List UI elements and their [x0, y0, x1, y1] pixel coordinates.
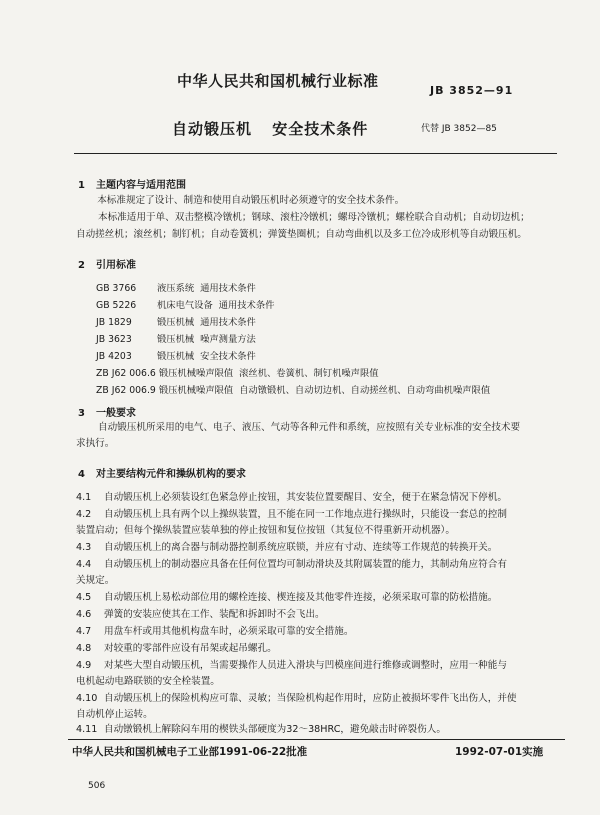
reference-name: 锻压机械噪声限值 滚丝机、卷簧机、制钉机噪声限值: [158, 368, 379, 379]
section-number: 1: [78, 180, 85, 191]
section-3-paragraph-b: 求执行。: [76, 438, 115, 449]
reference-code: ZB J62 006.6: [96, 368, 156, 379]
clause-4-8: [76, 641, 277, 658]
clause-4-5: [76, 590, 497, 607]
clause-4-11: [76, 722, 446, 739]
section-title: 主题内容与适用范围: [96, 180, 186, 191]
section-1-paragraph-2b: 自动搓丝机；滚丝机；制钉机；自动卷簧机；弹簧垫圈机；自动弯曲机以及多工位冷成形机等自动锻压机。: [76, 229, 527, 240]
clause-text: 自动锻压机上的离合器与制动器控制系统应联锁，并应有寸动、连续等工作规范的转换开关。: [104, 542, 498, 553]
clause-number: 4.1: [76, 492, 92, 503]
clause-text: 对某些大型自动锻压机，当需要操作人员进入滑块与凹模座间进行维修或调整时，应用一种能与: [104, 660, 507, 671]
clause-4-1: [76, 490, 507, 507]
clause-text: 弹簧的安装应使其在工作、装配和拆卸时不会飞出。: [104, 609, 325, 620]
section-number: 4: [78, 469, 85, 480]
section-3-paragraph-a: 自动锻压机所采用的电气、电子、液压、气动等各种元件和系统，应按照有关专业标准的安全技术要: [98, 422, 521, 433]
effective-date: 1992-07-01实施: [455, 746, 544, 758]
clause-4-10: [76, 691, 517, 708]
reference-name: 锻压机械 通用技术条件: [156, 317, 256, 328]
page-number: 506: [88, 781, 106, 791]
clause-number: 4.6: [76, 609, 92, 620]
clause-text: 自动锻压机上的保险机构应可靠、灵敏；当保险机构起作用时，应防止被损坏零件飞出伤人，并使: [104, 693, 517, 704]
clause-4-6: [76, 607, 325, 624]
footer-divider: [68, 739, 565, 740]
clause-4-9-continued: 电机起动电路联锁的安全栓装置。: [76, 676, 220, 687]
reference-item: [96, 348, 256, 362]
reference-name: 机床电气设备 通用技术条件: [156, 300, 275, 311]
clause-4-7: [76, 624, 353, 641]
section-4-heading: [78, 465, 246, 480]
clause-text: 自动锻压机上必须装设红色紧急停止按钮，其安装位置要醒目、安全，便于在紧急情况下停机。: [104, 492, 507, 503]
clause-text: 自动锻压机上易松动部位用的螺栓连接、楔连接及其他零件连接，必须采取可靠的防松措施。: [104, 592, 498, 603]
clause-number: 4.4: [76, 559, 92, 570]
clause-number: 4.11: [76, 724, 98, 735]
clause-4-2: [76, 507, 507, 524]
reference-item: [96, 297, 274, 311]
document-title: 自动锻压机 安全技术条件: [172, 120, 369, 138]
clause-number: 4.5: [76, 592, 92, 603]
approval-notice: 中华人民共和国机械电子工业部1991-06-22批准: [72, 746, 308, 758]
reference-item: [96, 365, 379, 379]
clause-text: 自动锻压机上的制动器应具备在任何位置均可制动滑块及其附属装置的能力，其制动角应符合有: [104, 559, 507, 570]
clause-number: 4.10: [76, 693, 98, 704]
section-1-paragraph-1: 本标准规定了设计、制造和使用自动锻压机时必须遵守的安全技术条件。: [97, 195, 405, 206]
standard-code: JB 3852—91: [430, 84, 514, 97]
reference-code: GB 3766: [96, 283, 137, 294]
section-1-paragraph-2a: 本标准适用于单、双击整模冷镦机；钢球、滚柱冷镦机；螺母冷镦机；螺栓联合自动机；自动切边机；: [98, 212, 530, 223]
section-3-heading: [78, 404, 136, 419]
reference-name: 锻压机械噪声限值 自动镦锻机、自动切边机、自动搓丝机、自动弯曲机噪声限值: [158, 385, 491, 396]
reference-item: [96, 382, 490, 396]
clause-text: 自动锻压机上具有两个以上操纵装置，且不能在同一工作地点进行操纵时，只能设一套总的控制: [104, 509, 507, 520]
clause-4-4: [76, 557, 507, 574]
reference-code: JB 4203: [96, 351, 132, 362]
reference-item: [96, 280, 256, 294]
reference-code: ZB J62 006.9: [96, 385, 156, 396]
clause-text: 用盘车杆或用其他机构盘车时，必须采取可靠的安全措施。: [104, 626, 354, 637]
section-title: 一般要求: [96, 408, 136, 419]
section-1-heading: [78, 176, 186, 191]
replaces-standard: 代替 JB 3852—85: [421, 124, 497, 134]
section-2-heading: [78, 256, 136, 271]
clause-4-10-continued: 自动机停止运转。: [76, 709, 153, 720]
clause-4-4-continued: 关规定。: [76, 575, 115, 586]
section-number: 3: [78, 408, 85, 419]
clause-number: 4.2: [76, 509, 92, 520]
clause-text: 自动镦锻机上解除闷车用的楔铁头部硬度为32～38HRC，避免敲击时碎裂伤人。: [104, 724, 446, 735]
header-divider: [74, 153, 557, 154]
section-number: 2: [78, 260, 85, 271]
clause-4-2-continued: 装置启动；但每个操纵装置应装单独的停止按钮和复位按钮（其复位不得重新开动机器）。: [76, 525, 455, 536]
clause-number: 4.9: [76, 660, 92, 671]
reference-item: [96, 331, 256, 345]
standard-organization: 中华人民共和国机械行业标准: [177, 72, 379, 90]
clause-text: 对较重的零部件应设有吊架或起吊螺孔。: [104, 643, 277, 654]
reference-code: GB 5226: [96, 300, 137, 311]
reference-code: JB 1829: [96, 317, 132, 328]
clause-number: 4.7: [76, 626, 92, 637]
reference-name: 液压系统 通用技术条件: [156, 283, 256, 294]
reference-code: JB 3623: [96, 334, 132, 345]
clause-number: 4.3: [76, 542, 92, 553]
section-title: 对主要结构元件和操纵机构的要求: [96, 469, 246, 480]
clause-number: 4.8: [76, 643, 92, 654]
reference-name: 锻压机械 安全技术条件: [156, 351, 256, 362]
reference-name: 锻压机械 噪声测量方法: [156, 334, 256, 345]
section-title: 引用标准: [96, 260, 136, 271]
clause-4-9: [76, 658, 507, 675]
clause-4-3: [76, 540, 497, 557]
reference-item: [96, 314, 256, 328]
